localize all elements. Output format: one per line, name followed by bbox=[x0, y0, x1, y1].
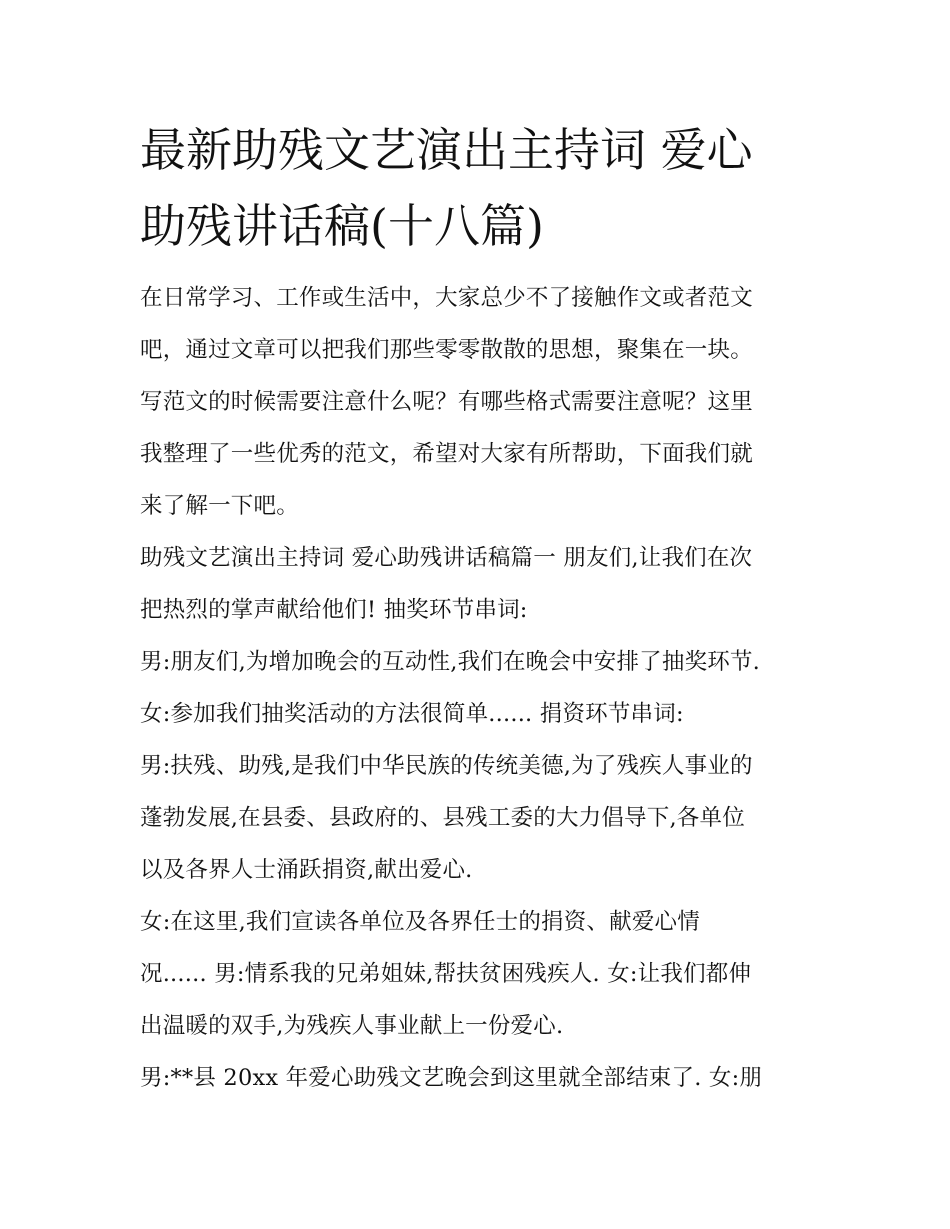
document-body bbox=[140, 272, 830, 1104]
text-line: 女:参加我们抽奖活动的方法很简单...... 捐资环节串词: bbox=[140, 701, 684, 727]
text-line: 在日常学习、工作或生活中，大家总少不了接触作文或者范文 bbox=[140, 285, 753, 311]
paragraph-intro bbox=[140, 272, 830, 532]
text-line: 我整理了一些优秀的范文，希望对大家有所帮助，下面我们就 bbox=[140, 441, 753, 467]
text-line: 蓬勃发展,在县委、县政府的、县残工委的大力倡导下,各单位 bbox=[140, 805, 745, 831]
text-line: 以及各界人士涌跃捐资,献出爱心. bbox=[140, 857, 473, 883]
paragraph-6 bbox=[140, 1052, 830, 1104]
text-line: 男:扶残、助残,是我们中华民族的传统美德,为了残疾人事业的 bbox=[140, 753, 753, 779]
text-line: 助残文艺演出主持词 爱心助残讲话稿篇一 朋友们,让我们在次 bbox=[140, 545, 753, 571]
paragraph-3 bbox=[140, 688, 830, 740]
title-line: 最新助残文艺演出主持词 爱心 bbox=[140, 123, 753, 177]
paragraph-5 bbox=[140, 896, 830, 1052]
text-line: 出温暖的双手,为残疾人事业献上一份爱心. bbox=[140, 1013, 564, 1039]
paragraph-1 bbox=[140, 532, 830, 636]
document-title bbox=[140, 112, 830, 264]
text-line: 吧，通过文章可以把我们那些零零散散的思想，聚集在一块。 bbox=[140, 337, 753, 363]
text-line: 男:朋友们,为增加晚会的互动性,我们在晚会中安排了抽奖环节. bbox=[140, 649, 761, 675]
text-line: 写范文的时候需要注意什么呢？有哪些格式需要注意呢？这里 bbox=[140, 389, 753, 415]
text-line: 把热烈的掌声献给他们! 抽奖环节串词: bbox=[140, 597, 528, 623]
title-line: 助残讲话稿(十八篇) bbox=[140, 199, 544, 253]
paragraph-4 bbox=[140, 740, 830, 896]
paragraph-2 bbox=[140, 636, 830, 688]
text-line: 女:在这里,我们宣读各单位及各界任士的捐资、献爱心情 bbox=[140, 909, 700, 935]
text-line: 况...... 男:情系我的兄弟姐妹,帮扶贫困残疾人. 女:让我们都伸 bbox=[140, 961, 752, 987]
text-line: 来了解一下吧。 bbox=[140, 493, 299, 519]
text-line: 男:**县 20xx 年爱心助残文艺晚会到这里就全部结束了. 女:朋 bbox=[140, 1065, 763, 1091]
